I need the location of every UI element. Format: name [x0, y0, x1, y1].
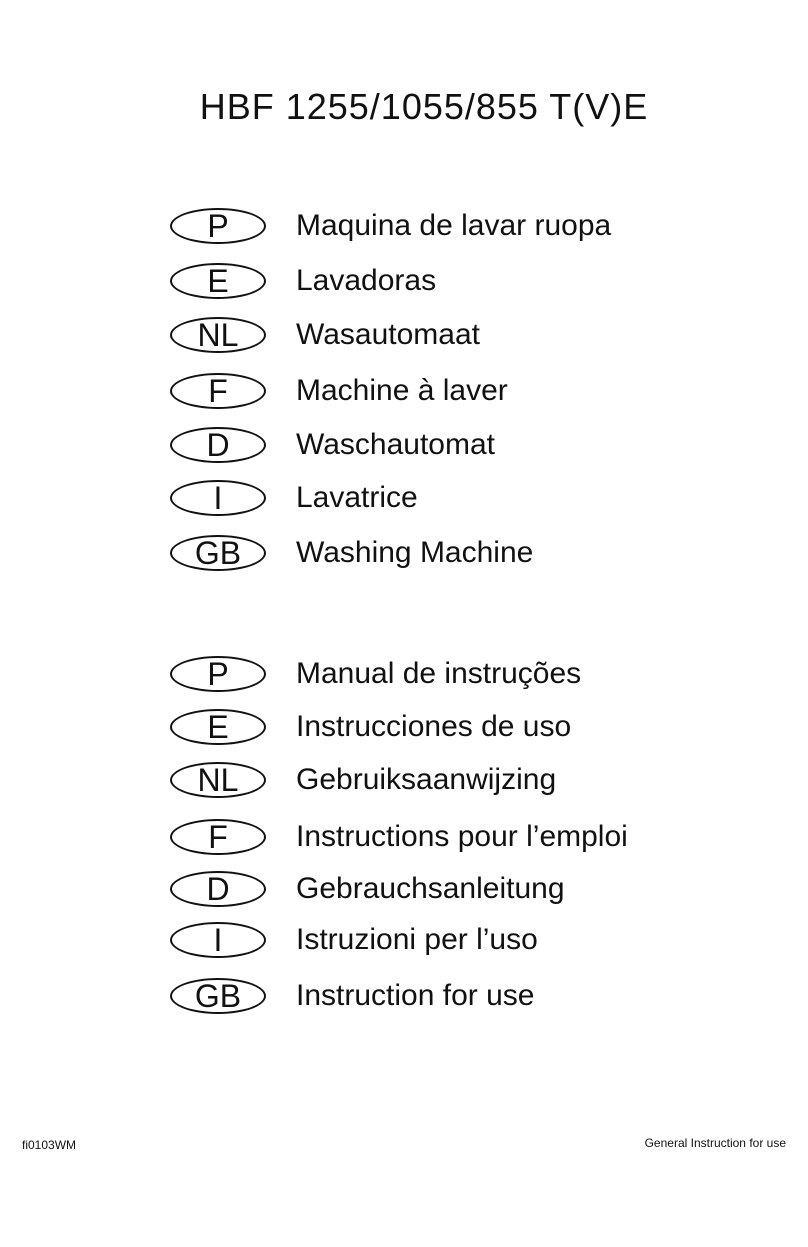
footer-caption: General Instruction for use: [644, 1136, 786, 1150]
language-row-i: [170, 479, 418, 517]
document-title: HBF 1255/1055/855 T(V)E: [199, 86, 649, 127]
instruction-row-f: [170, 818, 628, 856]
instruction-row-d: [170, 870, 565, 908]
instruction-title: Instructions pour l’emploi: [296, 820, 628, 853]
language-row-p: [170, 207, 611, 245]
instruction-title: Gebrauchsanleitung: [296, 872, 565, 905]
language-badge: I: [170, 480, 266, 516]
language-badge: NL: [170, 762, 266, 798]
instruction-title: Instrucciones de uso: [296, 710, 572, 743]
language-badge: F: [170, 819, 266, 855]
language-badge: GB: [170, 535, 266, 571]
product-name: Machine à laver: [296, 374, 508, 407]
language-badge: I: [170, 922, 266, 958]
language-row-gb: [170, 534, 533, 572]
product-name: Lavadoras: [296, 264, 437, 297]
language-row-e: [170, 262, 436, 300]
instruction-row-e: [170, 708, 571, 746]
product-name: Washing Machine: [296, 536, 534, 569]
language-badge: D: [170, 871, 266, 907]
language-badge: GB: [170, 978, 266, 1014]
language-badge: F: [170, 373, 266, 409]
instruction-row-gb: [170, 977, 534, 1015]
instruction-row-p: [170, 655, 581, 693]
language-badge: P: [170, 656, 266, 692]
language-badge: P: [170, 208, 266, 244]
language-badge: NL: [170, 317, 266, 353]
language-row-d: [170, 426, 495, 464]
instruction-title: Manual de instruções: [296, 657, 582, 690]
product-name: Maquina de lavar ruopa: [296, 209, 612, 242]
instruction-row-nl: [170, 761, 556, 799]
document-code: fi0103WM: [22, 1138, 77, 1152]
language-row-f: [170, 372, 508, 410]
language-badge: D: [170, 427, 266, 463]
instruction-title: Gebruiksaanwijzing: [296, 763, 557, 796]
product-name: Waschautomat: [296, 428, 495, 461]
product-name: Wasautomaat: [296, 318, 480, 351]
language-row-nl: [170, 316, 480, 354]
language-badge: E: [170, 709, 266, 745]
instruction-title: Istruzioni per l’uso: [296, 923, 538, 956]
instruction-row-i: [170, 921, 538, 959]
instruction-title: Instruction for use: [296, 979, 535, 1012]
product-name: Lavatrice: [296, 481, 418, 514]
language-badge: E: [170, 263, 266, 299]
